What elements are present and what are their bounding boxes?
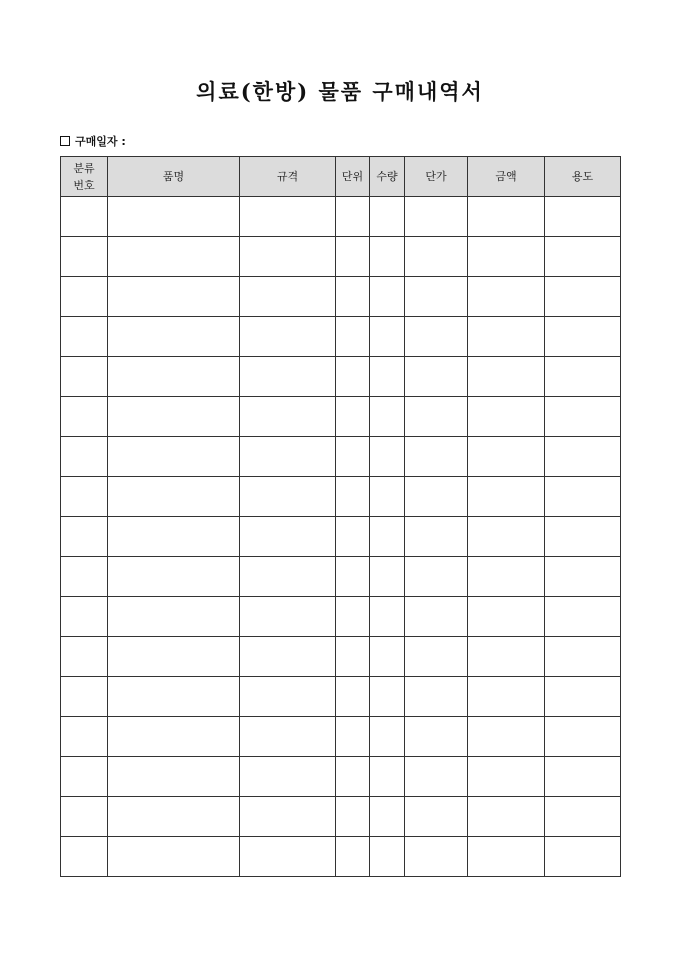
- cell-quantity[interactable]: [370, 677, 405, 717]
- cell-unit[interactable]: [336, 477, 370, 517]
- cell-item-name[interactable]: [108, 757, 240, 797]
- cell-spec[interactable]: [240, 597, 336, 637]
- cell-category-number[interactable]: [61, 597, 108, 637]
- cell-amount[interactable]: [468, 237, 545, 277]
- cell-category-number[interactable]: [61, 197, 108, 237]
- cell-amount[interactable]: [468, 397, 545, 437]
- cell-amount[interactable]: [468, 837, 545, 877]
- cell-unit[interactable]: [336, 517, 370, 557]
- cell-spec[interactable]: [240, 677, 336, 717]
- cell-spec[interactable]: [240, 437, 336, 477]
- header-spec: 규격: [240, 157, 336, 197]
- cell-category-number[interactable]: [61, 437, 108, 477]
- cell-category-number[interactable]: [61, 837, 108, 877]
- cell-item-name[interactable]: [108, 637, 240, 677]
- cell-unit-price[interactable]: [405, 357, 468, 397]
- table-row: [61, 557, 621, 597]
- table-row: [61, 437, 621, 477]
- table-row: [61, 317, 621, 357]
- cell-quantity[interactable]: [370, 477, 405, 517]
- table-row: [61, 197, 621, 237]
- cell-amount[interactable]: [468, 717, 545, 757]
- cell-category-number[interactable]: [61, 397, 108, 437]
- cell-spec[interactable]: [240, 637, 336, 677]
- table-row: [61, 597, 621, 637]
- cell-category-number[interactable]: [61, 677, 108, 717]
- cell-purpose[interactable]: [545, 757, 621, 797]
- cell-item-name[interactable]: [108, 237, 240, 277]
- table-row: [61, 837, 621, 877]
- cell-unit-price[interactable]: [405, 397, 468, 437]
- cell-quantity[interactable]: [370, 317, 405, 357]
- cell-spec[interactable]: [240, 797, 336, 837]
- header-unit: 단위: [336, 157, 370, 197]
- cell-quantity[interactable]: [370, 717, 405, 757]
- cell-unit[interactable]: [336, 797, 370, 837]
- cell-quantity[interactable]: [370, 397, 405, 437]
- cell-amount[interactable]: [468, 477, 545, 517]
- header-purpose: 용도: [545, 157, 621, 197]
- cell-purpose[interactable]: [545, 477, 621, 517]
- cell-spec[interactable]: [240, 757, 336, 797]
- cell-unit[interactable]: [336, 357, 370, 397]
- cell-quantity[interactable]: [370, 597, 405, 637]
- cell-item-name[interactable]: [108, 357, 240, 397]
- cell-amount[interactable]: [468, 677, 545, 717]
- cell-unit-price[interactable]: [405, 557, 468, 597]
- table-row: [61, 237, 621, 277]
- cell-purpose[interactable]: [545, 357, 621, 397]
- table-row: [61, 517, 621, 557]
- cell-item-name[interactable]: [108, 837, 240, 877]
- table-row: [61, 677, 621, 717]
- cell-unit-price[interactable]: [405, 757, 468, 797]
- cell-category-number[interactable]: [61, 317, 108, 357]
- cell-quantity[interactable]: [370, 277, 405, 317]
- cell-purpose[interactable]: [545, 517, 621, 557]
- cell-item-name[interactable]: [108, 437, 240, 477]
- cell-unit[interactable]: [336, 717, 370, 757]
- cell-item-name[interactable]: [108, 197, 240, 237]
- cell-spec[interactable]: [240, 517, 336, 557]
- header-amount: 금액: [468, 157, 545, 197]
- purchase-date-line: [60, 133, 126, 149]
- cell-spec[interactable]: [240, 837, 336, 877]
- cell-quantity[interactable]: [370, 557, 405, 597]
- table-row: [61, 757, 621, 797]
- cell-purpose[interactable]: [545, 637, 621, 677]
- cell-unit-price[interactable]: [405, 837, 468, 877]
- cell-category-number[interactable]: [61, 277, 108, 317]
- cell-unit-price[interactable]: [405, 237, 468, 277]
- cell-amount[interactable]: [468, 637, 545, 677]
- cell-unit-price[interactable]: [405, 677, 468, 717]
- purchase-date-label: 구매일자 :: [75, 135, 126, 148]
- cell-item-name[interactable]: [108, 317, 240, 357]
- cell-amount[interactable]: [468, 437, 545, 477]
- cell-category-number[interactable]: [61, 477, 108, 517]
- cell-unit[interactable]: [336, 837, 370, 877]
- header-quantity: 수량: [370, 157, 405, 197]
- cell-purpose[interactable]: [545, 197, 621, 237]
- cell-spec[interactable]: [240, 717, 336, 757]
- cell-spec[interactable]: [240, 557, 336, 597]
- cell-item-name[interactable]: [108, 677, 240, 717]
- cell-spec[interactable]: [240, 197, 336, 237]
- cell-unit-price[interactable]: [405, 477, 468, 517]
- cell-quantity[interactable]: [370, 197, 405, 237]
- table-row: [61, 477, 621, 517]
- cell-spec[interactable]: [240, 317, 336, 357]
- document-title: 의료(한방) 물품 구매내역서: [196, 79, 484, 104]
- cell-category-number[interactable]: [61, 557, 108, 597]
- cell-unit[interactable]: [336, 237, 370, 277]
- table-row: [61, 797, 621, 837]
- cell-unit-price[interactable]: [405, 717, 468, 757]
- cell-purpose[interactable]: [545, 597, 621, 637]
- cell-unit[interactable]: [336, 437, 370, 477]
- table-row: [61, 637, 621, 677]
- cell-quantity[interactable]: [370, 837, 405, 877]
- cell-item-name[interactable]: [108, 557, 240, 597]
- cell-unit-price[interactable]: [405, 797, 468, 837]
- cell-item-name[interactable]: [108, 277, 240, 317]
- header-unit-price: 단가: [405, 157, 468, 197]
- cell-unit[interactable]: [336, 597, 370, 637]
- cell-amount[interactable]: [468, 197, 545, 237]
- cell-unit[interactable]: [336, 557, 370, 597]
- cell-spec[interactable]: [240, 357, 336, 397]
- cell-category-number[interactable]: [61, 637, 108, 677]
- cell-unit-price[interactable]: [405, 197, 468, 237]
- cell-quantity[interactable]: [370, 357, 405, 397]
- cell-unit-price[interactable]: [405, 437, 468, 477]
- cell-unit[interactable]: [336, 637, 370, 677]
- cell-unit[interactable]: [336, 397, 370, 437]
- table-row: [61, 357, 621, 397]
- cell-purpose[interactable]: [545, 557, 621, 597]
- cell-quantity[interactable]: [370, 637, 405, 677]
- cell-unit-price[interactable]: [405, 277, 468, 317]
- cell-amount[interactable]: [468, 517, 545, 557]
- cell-amount[interactable]: [468, 597, 545, 637]
- cell-purpose[interactable]: [545, 717, 621, 757]
- cell-item-name[interactable]: [108, 517, 240, 557]
- cell-purpose[interactable]: [545, 677, 621, 717]
- table-row: [61, 397, 621, 437]
- cell-category-number[interactable]: [61, 517, 108, 557]
- cell-purpose[interactable]: [545, 397, 621, 437]
- cell-unit-price[interactable]: [405, 597, 468, 637]
- cell-purpose[interactable]: [545, 797, 621, 837]
- cell-spec[interactable]: [240, 477, 336, 517]
- header-item-name: 품명: [108, 157, 240, 197]
- cell-item-name[interactable]: [108, 397, 240, 437]
- cell-item-name[interactable]: [108, 797, 240, 837]
- cell-unit[interactable]: [336, 197, 370, 237]
- purchase-table: [60, 156, 621, 877]
- table-body: [61, 197, 621, 877]
- cell-amount[interactable]: [468, 557, 545, 597]
- cell-spec[interactable]: [240, 237, 336, 277]
- cell-category-number[interactable]: [61, 237, 108, 277]
- cell-spec[interactable]: [240, 397, 336, 437]
- cell-amount[interactable]: [468, 757, 545, 797]
- header-category-number: [61, 157, 108, 197]
- cell-item-name[interactable]: [108, 717, 240, 757]
- cell-unit-price[interactable]: [405, 517, 468, 557]
- cell-quantity[interactable]: [370, 437, 405, 477]
- cell-purpose[interactable]: [545, 837, 621, 877]
- cell-spec[interactable]: [240, 277, 336, 317]
- cell-amount[interactable]: [468, 277, 545, 317]
- header-category-line1: 분류: [73, 161, 95, 175]
- cell-unit-price[interactable]: [405, 317, 468, 357]
- cell-purpose[interactable]: [545, 437, 621, 477]
- cell-amount[interactable]: [468, 797, 545, 837]
- table-row: [61, 277, 621, 317]
- cell-quantity[interactable]: [370, 237, 405, 277]
- cell-purpose[interactable]: [545, 317, 621, 357]
- cell-amount[interactable]: [468, 317, 545, 357]
- cell-unit-price[interactable]: [405, 637, 468, 677]
- cell-purpose[interactable]: [545, 277, 621, 317]
- checkbox-icon: [60, 136, 70, 146]
- cell-item-name[interactable]: [108, 477, 240, 517]
- cell-purpose[interactable]: [545, 237, 621, 277]
- cell-amount[interactable]: [468, 357, 545, 397]
- cell-category-number[interactable]: [61, 357, 108, 397]
- cell-item-name[interactable]: [108, 597, 240, 637]
- table-header-row: [61, 157, 621, 197]
- cell-quantity[interactable]: [370, 517, 405, 557]
- header-category-line2: 번호: [73, 178, 95, 192]
- cell-quantity[interactable]: [370, 797, 405, 837]
- cell-category-number[interactable]: [61, 717, 108, 757]
- cell-unit[interactable]: [336, 277, 370, 317]
- cell-unit[interactable]: [336, 757, 370, 797]
- cell-unit[interactable]: [336, 317, 370, 357]
- cell-category-number[interactable]: [61, 797, 108, 837]
- cell-quantity[interactable]: [370, 757, 405, 797]
- table-row: [61, 717, 621, 757]
- cell-category-number[interactable]: [61, 757, 108, 797]
- cell-unit[interactable]: [336, 677, 370, 717]
